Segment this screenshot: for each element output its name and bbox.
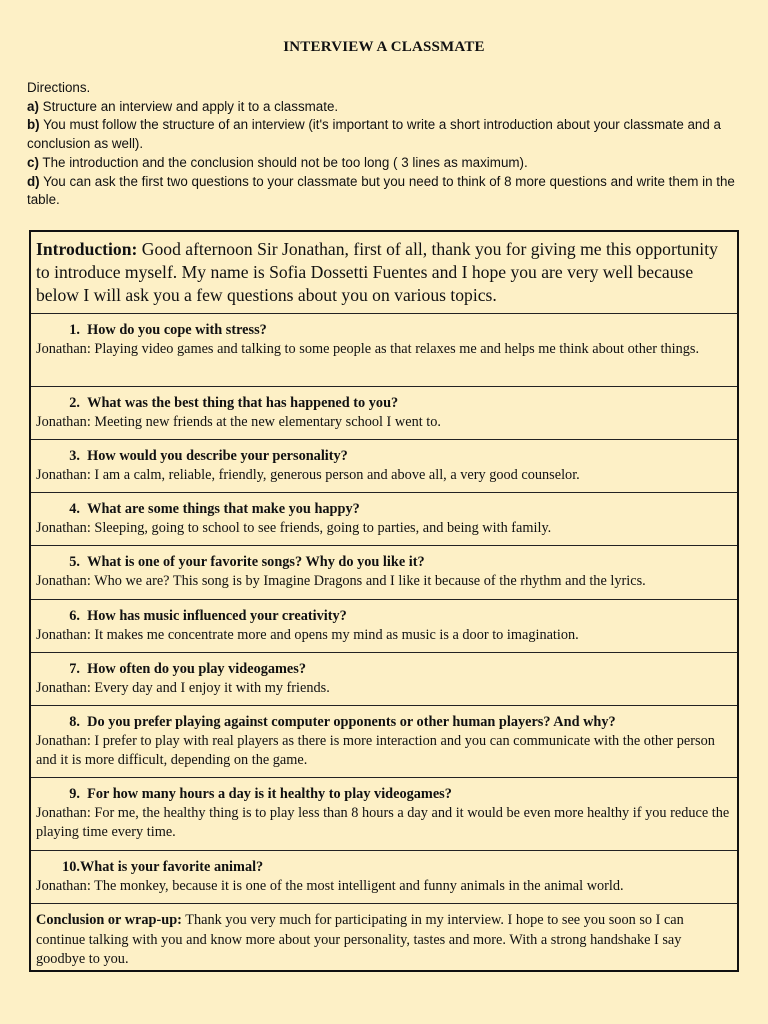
question-number: 4. [69,501,80,517]
answer-9: Jonathan: For me, the healthy thing is to play less than 8 hours a day and it would be even more healthy if you reduce the playing time every time. [36,805,730,840]
question-5 [36,553,733,572]
question-text: What was the best thing that has happened to you? [87,395,399,411]
question-text: How do you cope with stress? [87,322,267,338]
direction-marker: a) [27,98,39,114]
question-9 [36,785,733,804]
answer-10: Jonathan: The monkey, because it is one of the most intelligent and funny animals in the animal world. [36,878,624,894]
question-text: What are some things that make you happy? [87,501,360,517]
interview-row-8 [31,706,737,778]
question-6 [36,607,733,626]
direction-marker: d) [27,173,40,189]
question-2 [36,394,733,413]
direction-marker: b) [27,117,40,133]
question-text: What is one of your favorite songs? Why do you like it? [87,554,425,570]
question-number: 3. [69,448,80,464]
direction-marker: c) [27,154,39,170]
question-number: 1. [69,322,80,338]
conclusion-label: Conclusion or wrap-up: [36,912,182,928]
direction-text: You must follow the structure of an interview (it's important to write a short introduction about your classmate and a conclusion as well). [27,117,721,152]
directions-heading: Directions. [27,80,91,95]
interview-row-5 [31,546,737,600]
introduction-row [31,232,737,314]
answer-8: Jonathan: I prefer to play with real players as there is more interaction and you can communicate with the other person and it is more difficult, depending on the game. [36,733,715,768]
answer-1: Jonathan: Playing video games and talking to some people as that relaxes me and helps me think about other things. [36,341,700,357]
direction-text: You can ask the first two questions to your classmate but you need to think of 8 more questions and write them in the table. [27,173,735,208]
question-4 [36,500,733,519]
question-text: How has music influenced your creativity? [87,608,347,624]
question-8 [36,713,733,732]
question-text: What is your favorite animal? [80,859,264,875]
interview-row-1 [31,314,737,387]
question-number: 8. [69,714,80,730]
interview-table [29,230,739,972]
answer-3: Jonathan: I am a calm, reliable, friendly, generous person and above all, a very good counselor. [36,467,580,483]
answer-5: Jonathan: Who we are? This song is by Imagine Dragons and I like it because of the rhythm and the lyrics. [36,573,646,589]
question-10 [36,858,733,877]
question-number: 7. [69,661,80,677]
interview-row-4 [31,493,737,546]
question-text: Do you prefer playing against computer opponents or other human players? And why? [87,714,616,730]
direction-item-c [27,154,742,173]
interview-row-9 [31,778,737,851]
directions-block [27,79,742,210]
question-number: 9. [69,786,80,802]
introduction-label: Introduction: [36,239,138,259]
question-number: 6. [69,608,80,624]
question-number: 5. [69,554,80,570]
interview-row-6 [31,600,737,653]
question-number: 2. [69,395,80,411]
interview-row-7 [31,653,737,706]
question-text: How often do you play videogames? [87,661,306,677]
answer-2: Jonathan: Meeting new friends at the new elementary school I went to. [36,414,441,430]
question-text: How would you describe your personality? [87,448,348,464]
interview-row-10 [31,851,737,904]
conclusion-row [31,904,737,970]
question-3 [36,447,733,466]
interview-row-3 [31,440,737,493]
interview-row-2 [31,387,737,440]
answer-4: Jonathan: Sleeping, going to school to see friends, going to parties, and being with family. [36,520,552,536]
direction-item-a [27,98,742,117]
question-text: For how many hours a day is it healthy to play videogames? [87,786,452,802]
question-7 [36,660,733,679]
direction-text: Structure an interview and apply it to a classmate. [42,98,339,114]
question-1 [36,321,733,340]
page-title: INTERVIEW A CLASSMATE [283,39,485,55]
answer-7: Jonathan: Every day and I enjoy it with my friends. [36,680,330,696]
introduction-text: Good afternoon Sir Jonathan, first of all, thank you for giving me this opportunity to introduce myself. My name is Sofia Dossetti Fuentes and I hope you are very well because below I will ask you a few questions about you on various topics. [36,239,718,305]
question-number: 10. [62,859,80,875]
direction-item-b [27,116,742,153]
answer-6: Jonathan: It makes me concentrate more and opens my mind as music is a door to imagination. [36,627,579,643]
direction-text: The introduction and the conclusion should not be too long ( 3 lines as maximum). [42,154,528,170]
direction-item-d [27,173,742,210]
conclusion-text: Thank you very much for participating in my interview. I hope to see you soon so I can continue talking with you and know more about your personality, tastes and more. With a strong handshake I say goodbye to you. [36,912,684,967]
